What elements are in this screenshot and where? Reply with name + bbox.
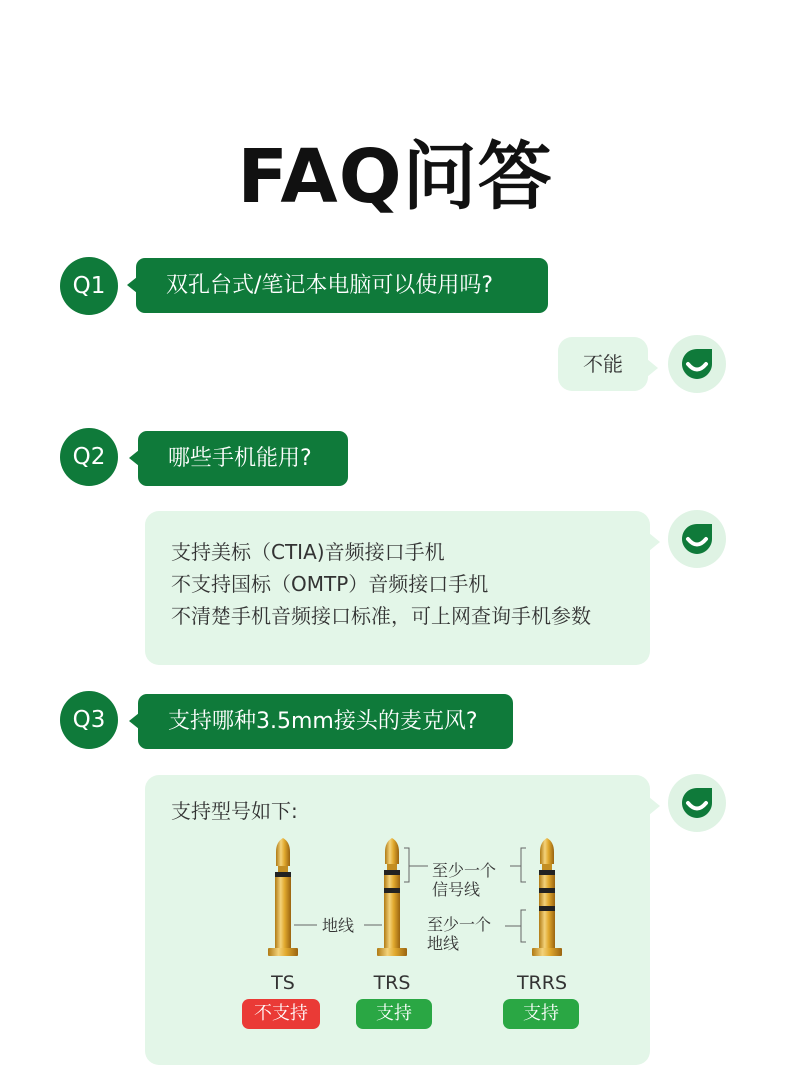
trs-plug <box>377 838 407 956</box>
signal-label-line-1: 至少一个 <box>432 861 497 880</box>
q2-question-text: 哪些手机能用? <box>168 446 312 471</box>
q1-answer-text: 不能 <box>583 352 623 376</box>
trs-supported-badge: 支持 <box>356 999 432 1029</box>
q1-question-text: 双孔台式/笔记本电脑可以使用吗? <box>166 273 494 298</box>
trrs-supported-badge: 支持 <box>503 999 579 1029</box>
trs-type-label: TRS <box>373 972 411 994</box>
page-title: FAQ问答 <box>237 134 553 220</box>
q1-badge: Q1 <box>60 257 118 315</box>
q2-answer-line-3: 不清楚手机音频接口标准，可上网查询手机参数 <box>171 604 591 628</box>
q2-badge: Q2 <box>60 428 118 486</box>
q3-badge: Q3 <box>60 691 118 749</box>
ts-plug <box>268 838 298 956</box>
signal-label-line-2: 信号线 <box>432 880 481 899</box>
ts-type-label: TS <box>271 972 295 994</box>
trrs-type-label: TRRS <box>516 972 568 994</box>
ts-unsupported-badge: 不支持 <box>242 999 320 1029</box>
q2-answer-line-2: 不支持国标（OMTP）音频接口手机 <box>171 572 489 596</box>
ground2-label-line-1: 至少一个 <box>427 915 492 934</box>
q3-answer-intro: 支持型号如下: <box>171 799 298 823</box>
q3-question-text: 支持哪种3.5mm接头的麦克风? <box>168 709 478 734</box>
ground-label: 地线 <box>322 916 355 935</box>
q2-answer-line-1: 支持美标（CTIA)音频接口手机 <box>171 540 445 564</box>
ground2-label-line-2: 地线 <box>427 934 460 953</box>
trrs-plug <box>532 838 562 956</box>
